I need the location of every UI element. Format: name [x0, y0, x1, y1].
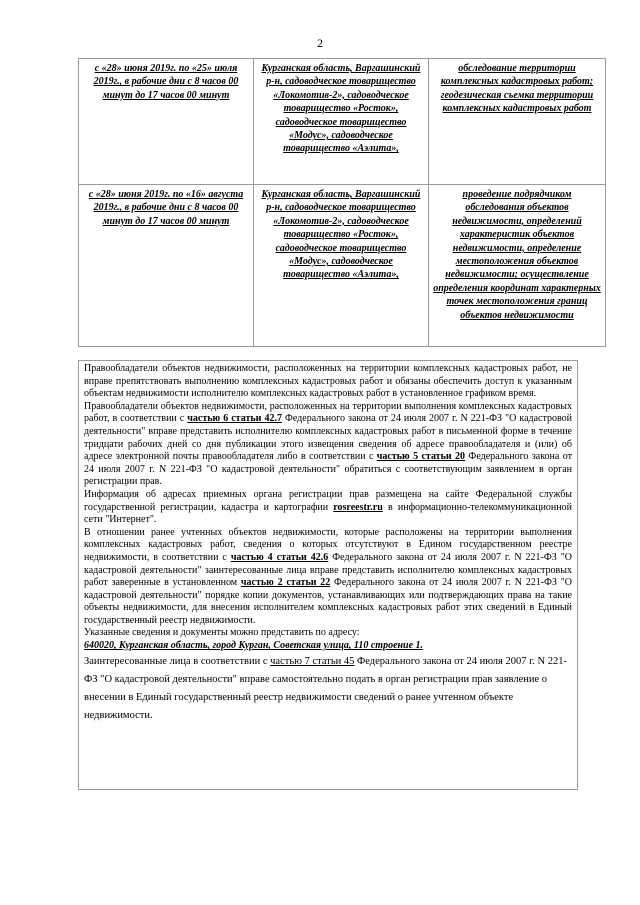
rosreestr-link[interactable]: rosreestr.ru [333, 501, 383, 513]
notice-paragraph-previously-registered [84, 527, 572, 628]
law-link-42-6[interactable]: частью 4 статьи 42.6 [230, 551, 329, 563]
notice-paragraph-self-submit [84, 653, 572, 725]
text-span: Заинтересованные лица в соответствии с [84, 655, 271, 667]
location-cell: Курганская область, Варгашинский р-н, садоводческое товарищество «Локомотив-2», садоводческое товарищество «Росток», садоводческое товарищество «Модус», садоводческое товарищество «Аэлита», [254, 185, 429, 347]
notice-paragraph-access: Правообладатели объектов недвижимости, расположенных на территории комплексных кадастровых работ, не вправе препятствовать выполнению комплексных кадастровых работ и обязаны обеспечить доступ к указанным объектам недвижимости исполнителю комплексных кадастровых работ в установленное графиком время. [84, 363, 572, 400]
law-link-45[interactable]: частью 7 статьи 45 [270, 655, 355, 667]
law-link-42-7[interactable]: частью 6 статьи 42.7 [187, 413, 282, 425]
notice-paragraph-rosreestr [84, 489, 572, 527]
text-span: Федерального закона от 24 июля 2007 г. N 221-ФЗ "О кадастровой деятельности" заинтересованные лица вправе представить исполнителю комплексных кадастровых работ заверенные в установленном [84, 551, 573, 589]
text-span: в информационно-телекоммуникационной сети "Интернет". [84, 501, 572, 526]
table-row [79, 185, 606, 347]
law-link-22[interactable]: частью 2 статьи 22 [240, 577, 331, 589]
text-span: Правообладатели объектов недвижимости, расположенных на территории выполнения комплексных кадастровых работ, в соответствии с [84, 400, 572, 425]
text-span: Федерального закона от 24 июля 2007 г. N 221-ФЗ "О кадастровой деятельности" вправе представить исполнителю комплексных кадастровых работ в письменной форме в течение тридцати рабочих дней со дня публикации этого извещения сведения об адресе правообладателя и (или) об адресе электронной почты правообладателя либо в соответствии с [84, 413, 572, 463]
text-span: Федерального закона от 24 июля 2007 г. N 221-ФЗ "О кадастровой деятельности" порядке копии документов, устанавливающих или подтверждающих права на такие объекты недвижимости, для внесения исполнителем комплексных кадастровых работ этих сведений в Единый государственный реестр недвижимости. [84, 577, 573, 626]
notice-paragraph-address-info [84, 401, 572, 489]
notice-paragraph-submit: Указанные сведения и документы можно представить по адресу: [84, 627, 360, 639]
notice-box [78, 360, 578, 790]
period-cell: с «28» июня 2019г. по «25» июля 2019г., в рабочие дни с 8 часов 00 минут до 17 часов 00 минут [79, 59, 254, 185]
text-span: Федерального закона от 24 июля 2007 г. N 221-ФЗ "О кадастровой деятельности" вправе самостоятельно подать в орган регистрации прав заявление о внесении в Единый государственный реестр недвижимости сведений о ранее учтенном объекте недвижимости. [84, 655, 567, 721]
text-span: В отношении ранее учтенных объектов недвижимости, которые расположены на территории выполнения комплексных кадастровых работ, сведения о которых отсутствуют в Едином государственном реестре недвижимости, в соответствии с [84, 526, 572, 563]
table-row [79, 59, 606, 185]
schedule-table [78, 58, 606, 347]
work-cell: проведение подрядчиком обследования объектов недвижимости, определений характеристик объектов недвижимости, определение местоположения объектов недвижимости; осуществление определения координат характерных точек местоположения границ объектов недвижимости [429, 185, 606, 347]
text-span: Федерального закона от 24 июля 2007 г. N 221-ФЗ "О кадастровой деятельности" обратиться с соответствующим заявлением в орган регистрации прав. [84, 451, 572, 488]
location-cell: Курганская область, Варгашинский р-н, садоводческое товарищество «Локомотив-2», садоводческое товарищество «Росток», садоводческое товарищество «Модус», садоводческое товарищество «Аэлита», [254, 59, 429, 185]
work-cell: обследование территории комплексных кадастровых работ; геодезическая съемка территории комплексных кадастровых работ [429, 59, 606, 185]
page-number: 2 [317, 36, 323, 50]
law-link-20[interactable]: частью 5 статьи 20 [376, 451, 466, 463]
submission-address: 640020, Курганская область, город Курган, Советская улица, 110 строение 1. [84, 640, 424, 652]
text-span: Информация об адресах приемных органа регистрации прав размещена на сайте Федеральной службы государственной регистрации, кадастра и картографии [84, 488, 572, 513]
period-cell: с «28» июня 2019г. по «16» августа 2019г., в рабочие дни с 8 часов 00 минут до 17 часов 00 минут [79, 185, 254, 347]
